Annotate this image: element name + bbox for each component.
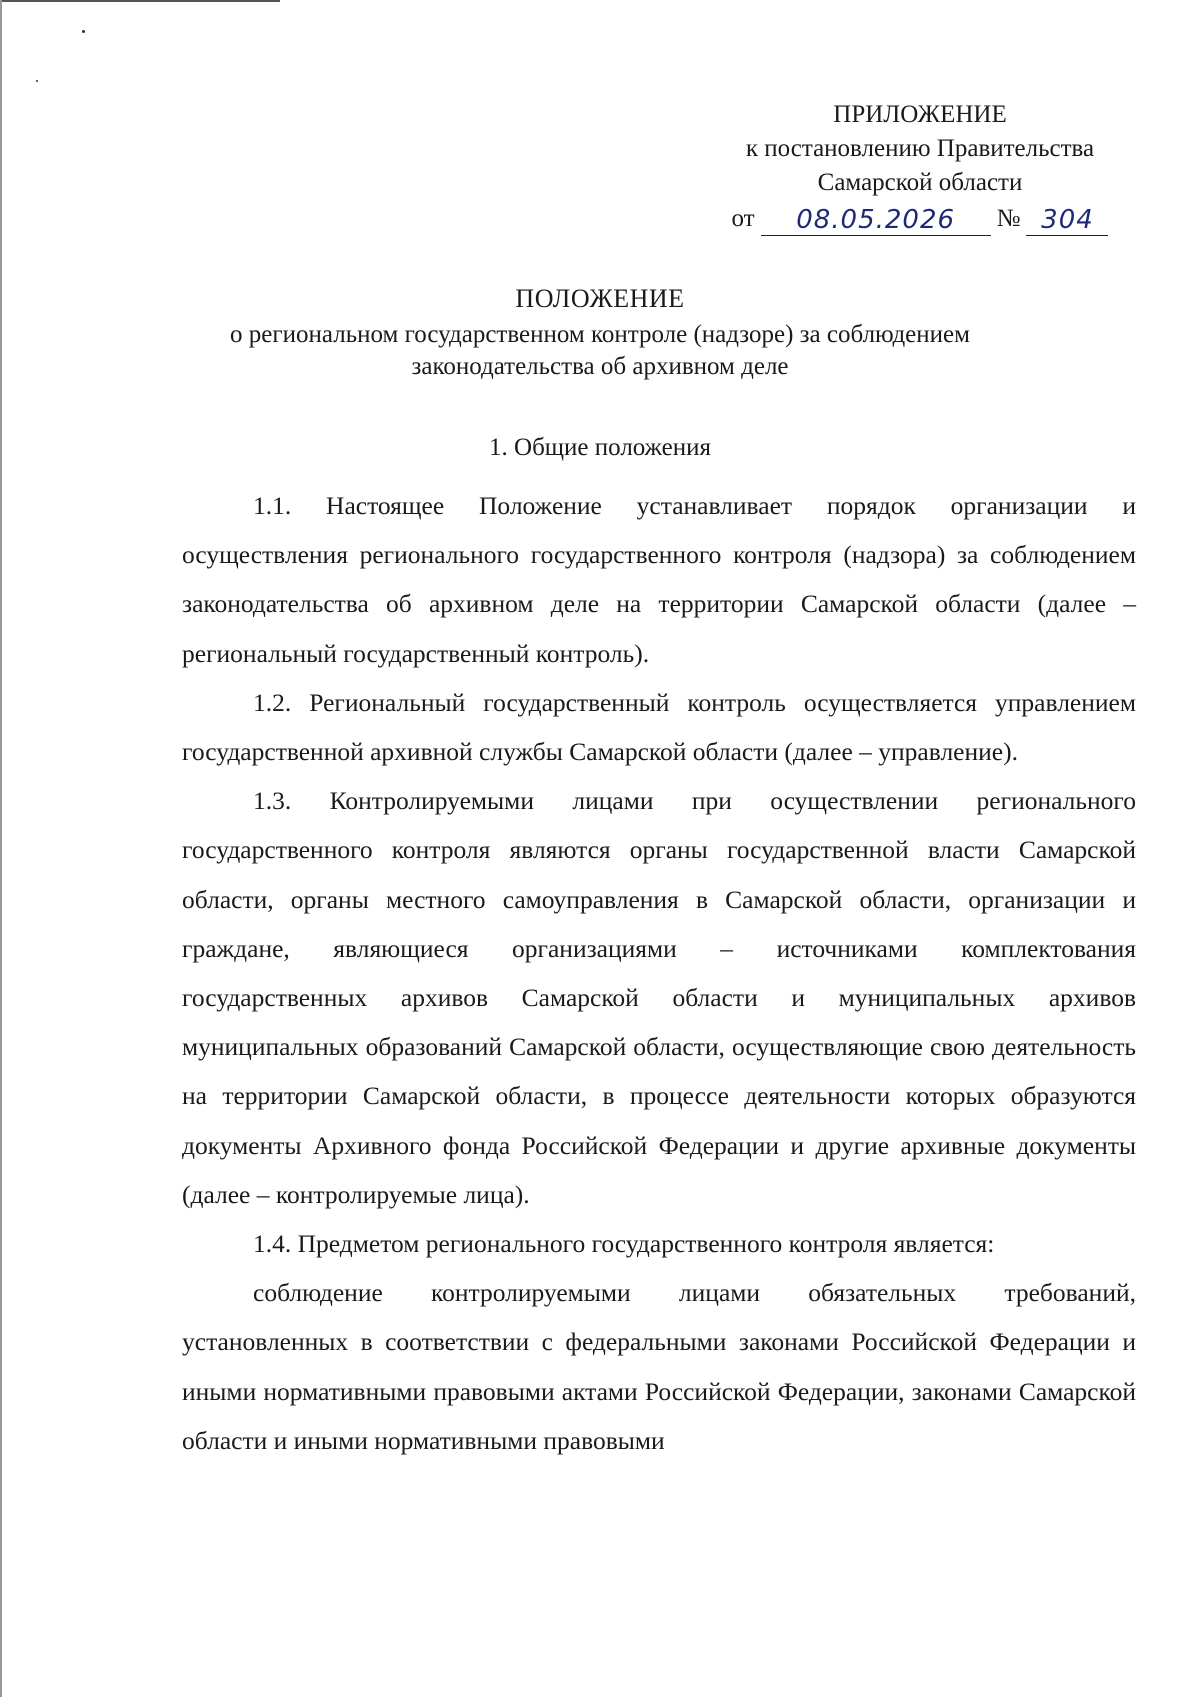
scan-speck: [36, 80, 38, 82]
document-subtitle-line-2: законодательства об архивном деле: [411, 353, 789, 380]
paragraph-1-2: 1.2. Региональный государственный контроль осуществляется управлением государственной архивной службы Самарской области (далее – управление).: [182, 687, 1136, 767]
number-prefix: №: [996, 205, 1021, 232]
approval-line-1: к постановлению Правительства: [745, 135, 1095, 162]
section-1-heading: 1. Общие положения: [489, 434, 711, 461]
date-prefix: от: [731, 205, 755, 232]
handwritten-date: 08.05.2026: [761, 205, 991, 236]
scan-speck: [82, 30, 85, 33]
handwritten-number: 304: [1026, 205, 1108, 236]
document-title-block: [150, 283, 1050, 383]
paragraph-1-3: 1.3. Контролируемыми лицами при осуществлении регионального государственного контроля являются органы государственной власти Самарской области, органы местного самоуправления в Самарской области, организации и граждане, являющиеся организациями – источниками комплектования государственных архивов Самарской области и муниципальных архивов муниципальных образований Самарской области, осуществляющие свою деятельность на территории Самарской области, в процессе деятельности которых образуются документы Архивного фонда Российской Федерации и другие архивные документы (далее – контролируемые лица).: [182, 786, 1136, 1209]
document-body: [182, 481, 1136, 1465]
approval-date-row: [700, 202, 1140, 236]
scan-edge-left: [0, 0, 2, 1697]
approval-stamp-block: [700, 98, 1140, 236]
document-heading: ПОЛОЖЕНИЕ: [515, 284, 685, 313]
paragraph-1-4: 1.4. Предметом регионального государственного контроля является:: [253, 1229, 995, 1259]
approval-line-2: Самарской области: [817, 169, 1023, 196]
scan-edge-top: [0, 0, 280, 2]
paragraph-1-4-subject: соблюдение контролируемыми лицами обязательных требований, установленных в соответствии с федеральными законами Российской Федерации и иными нормативными правовыми актами Российской Федерации, законами Самарской области и иными нормативными правовыми: [182, 1278, 1136, 1455]
document-subtitle-line-1: о региональном государственном контроле (надзоре) за соблюдением: [230, 321, 970, 348]
paragraph-1-1: 1.1. Настоящее Положение устанавливает порядок организации и осуществления регионального государственного контроля (надзора) за соблюдением законодательства об архивном деле на территории Самарской области (далее – региональный государственный контроль).: [182, 491, 1136, 668]
approval-title: ПРИЛОЖЕНИЕ: [833, 101, 1007, 128]
